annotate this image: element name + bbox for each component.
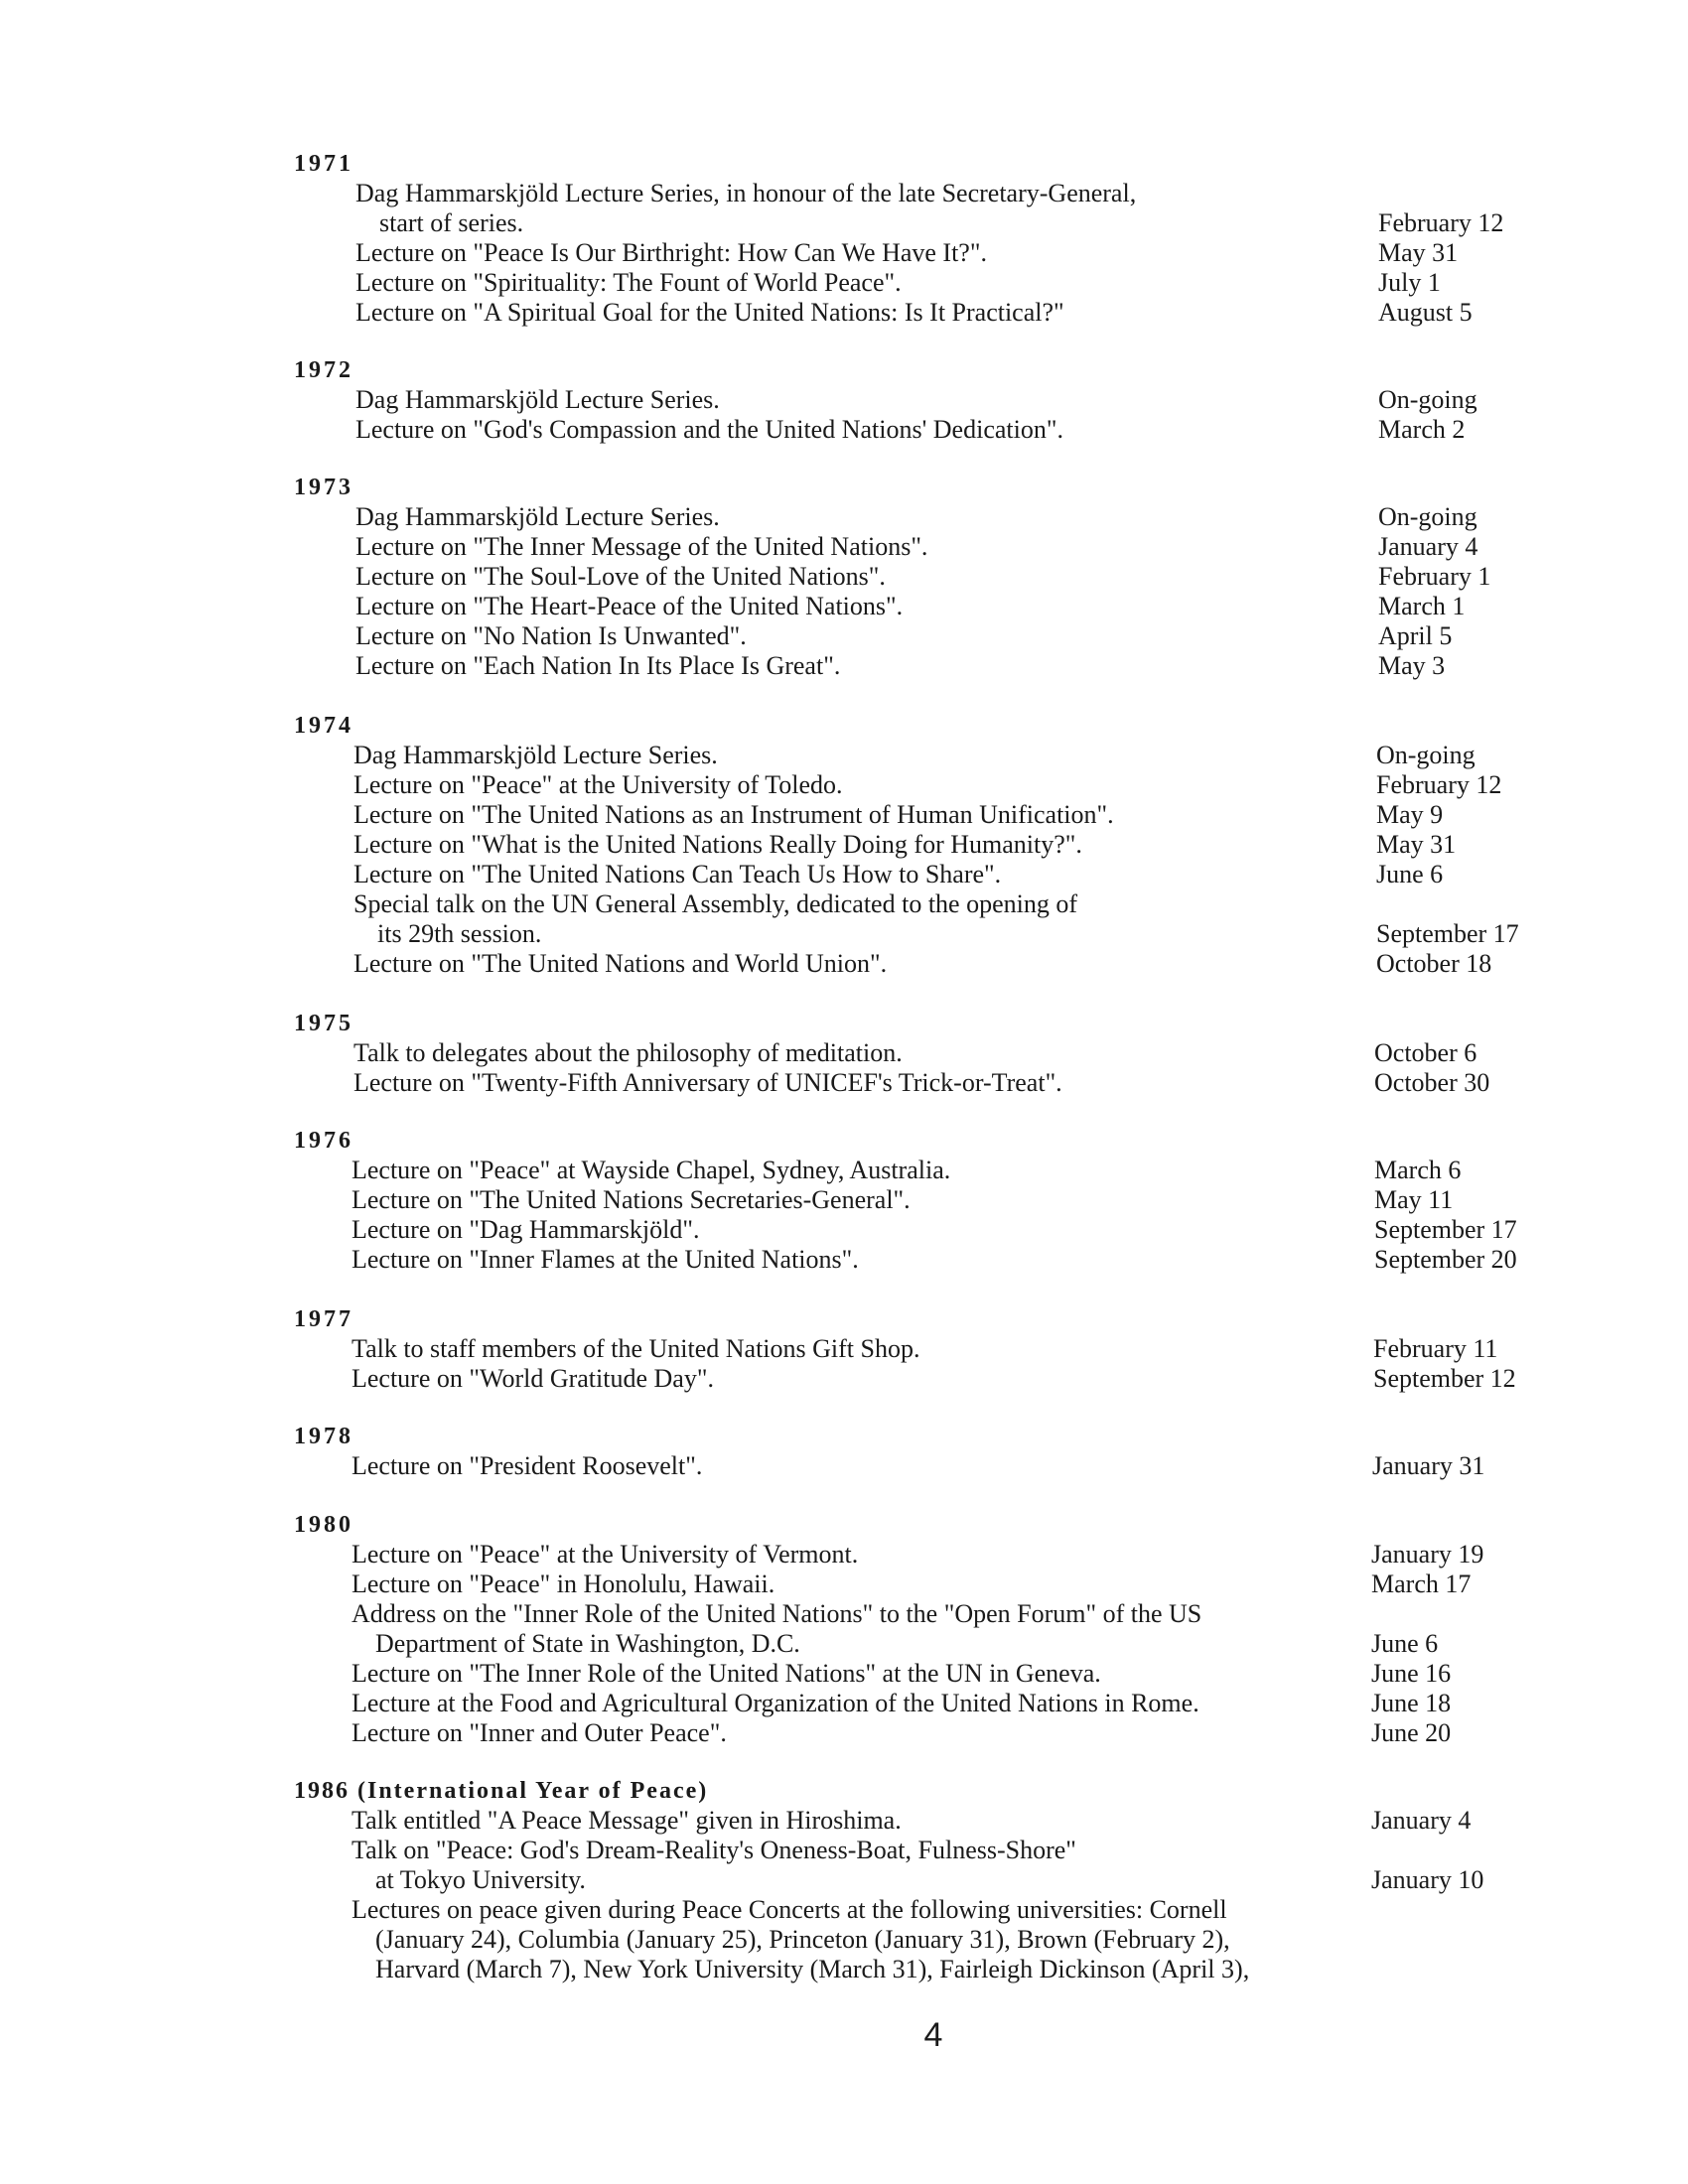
- list-item: [0, 592, 1688, 621]
- list-item: [0, 1955, 1688, 1984]
- year-heading: 1971: [294, 151, 353, 177]
- entry-date: January 10: [1371, 1865, 1484, 1894]
- year-heading: 1973: [294, 475, 353, 500]
- list-item: [0, 1895, 1688, 1925]
- page-number: 4: [923, 2016, 943, 2054]
- entry-text: Lecture on "The United Nations and World Union".: [353, 949, 888, 978]
- list-item: [0, 1451, 1688, 1481]
- entry-date: June 18: [1371, 1689, 1452, 1717]
- list-item: [0, 1718, 1688, 1748]
- list-item: [0, 1364, 1688, 1394]
- entry-date: March 1: [1378, 592, 1466, 620]
- entry-text: Talk to staff members of the United Nations Gift Shop.: [352, 1334, 920, 1363]
- entry-date: On-going: [1376, 741, 1476, 769]
- list-item: [0, 1245, 1688, 1275]
- list-item: [0, 860, 1688, 889]
- entry-date: February 1: [1378, 562, 1491, 591]
- list-item: [0, 179, 1688, 208]
- entry-text: Lecture on "God's Compassion and the United Nations' Dedication".: [355, 415, 1063, 444]
- entry-date: January 4: [1371, 1806, 1472, 1835]
- list-item: [0, 770, 1688, 800]
- entry-text: Lecture on "Spirituality: The Fount of World Peace".: [355, 268, 902, 297]
- entry-date: May 31: [1378, 238, 1459, 267]
- entry-text: Lecture at the Food and Agricultural Organization of the United Nations in Rome.: [352, 1689, 1199, 1717]
- entry-date: June 16: [1371, 1659, 1452, 1688]
- entry-date: January 19: [1371, 1540, 1484, 1569]
- list-item: [0, 1836, 1688, 1865]
- list-item: [0, 532, 1688, 562]
- entry-date: February 12: [1378, 208, 1504, 237]
- list-item: [0, 1629, 1688, 1659]
- list-item: [0, 741, 1688, 770]
- entry-text: Lecture on "Peace" at the University of Vermont.: [352, 1540, 859, 1569]
- entry-date: January 31: [1372, 1451, 1485, 1480]
- list-item: [0, 1599, 1688, 1629]
- entry-text: Lecture on "The Soul-Love of the United Nations".: [355, 562, 886, 591]
- list-item: [0, 889, 1688, 919]
- entry-text: Lecture on "What is the United Nations Really Doing for Humanity?".: [353, 830, 1082, 859]
- list-item: [0, 1925, 1688, 1955]
- entry-text: Lecture on "Peace" at the University of Toledo.: [353, 770, 843, 799]
- list-item: [0, 385, 1688, 415]
- entry-text: its 29th session.: [377, 919, 542, 948]
- list-item: [0, 562, 1688, 592]
- list-item: [0, 919, 1688, 949]
- entry-text: Lecture on "Peace" in Honolulu, Hawaii.: [352, 1570, 775, 1598]
- entry-date: March 17: [1371, 1570, 1472, 1598]
- entry-text: Lecture on "Dag Hammarskjöld".: [352, 1215, 700, 1244]
- year-heading: 1976: [294, 1128, 353, 1154]
- entry-text: Dag Hammarskjöld Lecture Series, in honour of the late Secretary-General,: [355, 179, 1137, 207]
- year-heading: 1980: [294, 1512, 353, 1538]
- entry-date: May 11: [1374, 1185, 1454, 1214]
- entry-text: Lecture on "The United Nations Can Teach Us How to Share".: [353, 860, 1002, 888]
- list-item: [0, 1540, 1688, 1570]
- entry-text: Lecture on "The Heart-Peace of the United Nations".: [355, 592, 904, 620]
- entry-date: March 6: [1374, 1156, 1462, 1184]
- list-item: [0, 1215, 1688, 1245]
- entry-text: Lecture on "World Gratitude Day".: [352, 1364, 714, 1393]
- list-item: [0, 1185, 1688, 1215]
- list-item: [0, 268, 1688, 298]
- list-item: [0, 621, 1688, 651]
- entry-text: at Tokyo University.: [375, 1865, 586, 1894]
- entry-date: October 30: [1374, 1068, 1490, 1097]
- list-item: [0, 830, 1688, 860]
- entry-text: start of series.: [379, 208, 524, 237]
- entry-date: March 2: [1378, 415, 1466, 444]
- entry-text: Lecture on "The United Nations Secretaries-General".: [352, 1185, 911, 1214]
- entry-text: Lecture on "Peace" at Wayside Chapel, Sydney, Australia.: [352, 1156, 951, 1184]
- entry-text: Dag Hammarskjöld Lecture Series.: [353, 741, 718, 769]
- entry-text: Dag Hammarskjöld Lecture Series.: [355, 502, 720, 531]
- entry-date: February 12: [1376, 770, 1502, 799]
- list-item: [0, 800, 1688, 830]
- entry-text: Lecture on "President Roosevelt".: [352, 1451, 703, 1480]
- entry-text: Lectures on peace given during Peace Concerts at the following universities: Cornell: [352, 1895, 1227, 1924]
- entry-text: Talk to delegates about the philosophy of meditation.: [353, 1038, 903, 1067]
- entry-date: June 6: [1376, 860, 1444, 888]
- entry-date: September 12: [1373, 1364, 1516, 1393]
- list-item: [0, 1865, 1688, 1895]
- entry-text: Lecture on "The United Nations as an Instrument of Human Unification".: [353, 800, 1114, 829]
- entry-text: Lecture on "Twenty-Fifth Anniversary of UNICEF's Trick-or-Treat".: [353, 1068, 1062, 1097]
- year-heading: 1977: [294, 1306, 353, 1332]
- list-item: [0, 415, 1688, 445]
- entry-date: September 17: [1376, 919, 1519, 948]
- list-item: [0, 1038, 1688, 1068]
- entry-text: Talk on "Peace: God's Dream-Reality's Oneness-Boat, Fulness-Shore": [352, 1836, 1076, 1864]
- entry-text: Address on the "Inner Role of the United Nations" to the "Open Forum" of the US: [352, 1599, 1202, 1628]
- entry-text: Lecture on "Each Nation In Its Place Is Great".: [355, 651, 841, 680]
- entry-date: October 18: [1376, 949, 1492, 978]
- entry-text: Lecture on "Inner and Outer Peace".: [352, 1718, 727, 1747]
- entry-text: Lecture on "The Inner Message of the United Nations".: [355, 532, 928, 561]
- list-item: [0, 651, 1688, 681]
- entry-text: Lecture on "Inner Flames at the United Nations".: [352, 1245, 859, 1274]
- list-item: [0, 1659, 1688, 1689]
- entry-text: Lecture on "Peace Is Our Birthright: How Can We Have It?".: [355, 238, 987, 267]
- entry-text: Harvard (March 7), New York University (March 31), Fairleigh Dickinson (April 3),: [375, 1955, 1250, 1983]
- entry-date: August 5: [1378, 298, 1473, 327]
- entry-date: May 9: [1376, 800, 1444, 829]
- entry-text: Dag Hammarskjöld Lecture Series.: [355, 385, 720, 414]
- list-item: [0, 238, 1688, 268]
- entry-date: April 5: [1378, 621, 1453, 650]
- entry-date: On-going: [1378, 502, 1477, 531]
- year-heading: 1978: [294, 1424, 353, 1449]
- list-item: [0, 1806, 1688, 1836]
- entry-text: Special talk on the UN General Assembly, dedicated to the opening of: [353, 889, 1078, 918]
- entry-text: Lecture on "No Nation Is Unwanted".: [355, 621, 747, 650]
- entry-date: January 4: [1378, 532, 1478, 561]
- year-heading: 1975: [294, 1011, 353, 1036]
- list-item: [0, 208, 1688, 238]
- entry-text: Lecture on "The Inner Role of the United Nations" at the UN in Geneva.: [352, 1659, 1101, 1688]
- entry-date: May 3: [1378, 651, 1446, 680]
- list-item: [0, 1068, 1688, 1098]
- year-heading: 1986 (International Year of Peace): [294, 1778, 709, 1804]
- entry-date: June 6: [1371, 1629, 1439, 1658]
- entry-text: Department of State in Washington, D.C.: [375, 1629, 800, 1658]
- year-heading: 1972: [294, 357, 353, 383]
- year-heading: 1974: [294, 713, 353, 739]
- entry-date: October 6: [1374, 1038, 1477, 1067]
- list-item: [0, 1334, 1688, 1364]
- entry-date: July 1: [1378, 268, 1441, 297]
- entry-text: (January 24), Columbia (January 25), Princeton (January 31), Brown (February 2),: [375, 1925, 1230, 1954]
- entry-date: September 20: [1374, 1245, 1517, 1274]
- entry-date: On-going: [1378, 385, 1477, 414]
- entry-date: September 17: [1374, 1215, 1517, 1244]
- list-item: [0, 1156, 1688, 1185]
- list-item: [0, 1689, 1688, 1718]
- entry-date: June 20: [1371, 1718, 1452, 1747]
- list-item: [0, 949, 1688, 979]
- entry-text: Lecture on "A Spiritual Goal for the United Nations: Is It Practical?": [355, 298, 1064, 327]
- entry-date: February 11: [1373, 1334, 1498, 1363]
- list-item: [0, 1570, 1688, 1599]
- entry-text: Talk entitled "A Peace Message" given in Hiroshima.: [352, 1806, 902, 1835]
- entry-date: May 31: [1376, 830, 1457, 859]
- list-item: [0, 298, 1688, 328]
- list-item: [0, 502, 1688, 532]
